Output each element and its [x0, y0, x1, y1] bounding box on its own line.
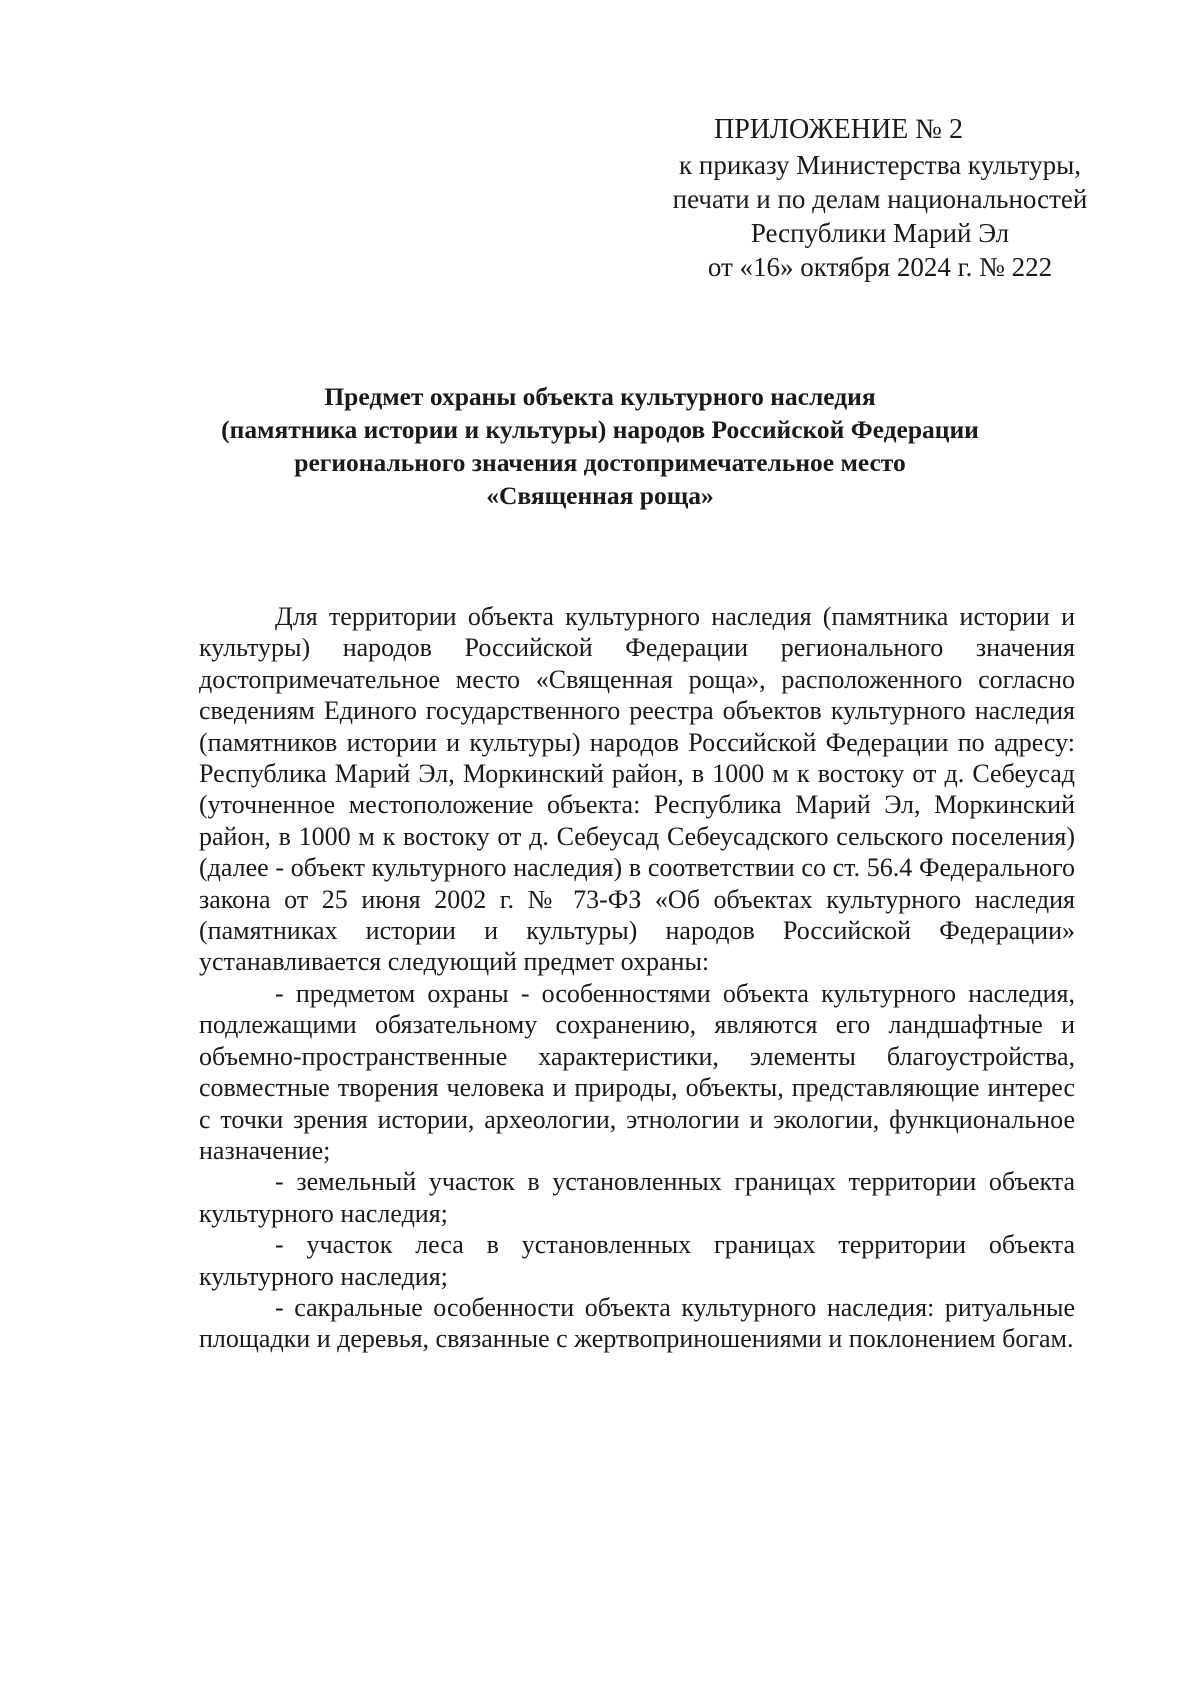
intro-paragraph: Для территории объекта культурного наследия (памятника истории и культуры) народов Российской Федерации регионального значения достопримечательное место «Священная роща», расположенного согласно сведениям Единого государственного реестра объектов культурного наследия (памятников истории и культуры) народов Российской Федерации по адресу: Республика Марий Эл, Моркинский район, в 1000 м к востоку от д. Себеусад (уточненное местоположение объекта: Республика Марий Эл, Моркинский район, в 1000 м к востоку от д. Себеусад Себеусадского сельского поселения) (далее - объект культурного наследия) в соответствии со ст. 56.4 Федерального закона от 25 июня 2002 г. № 73-ФЗ «Об объектах культурного наследия (памятниках истории и культуры) народов Российской Федерации» устанавливается следующий предмет охраны: [199, 602, 1075, 977]
protection-item: - сакральные особенности объекта культурного наследия: ритуальные площадки и деревья, связанные с жертвоприношениями и поклонением богам. [199, 1292, 1075, 1354]
appendix-line: Республики Марий Эл [750, 218, 1010, 248]
protection-item: - земельный участок в установленных границах территории объекта культурного наследия; [199, 1167, 1075, 1228]
appendix-header [640, 113, 1120, 284]
appendix-line: к приказу Министерства культуры, [679, 150, 1081, 180]
title-line: регионального значения достопримечательное место [294, 448, 906, 477]
appendix-title: ПРИЛОЖЕНИЕ № 2 [714, 114, 963, 145]
title-line: (памятника истории и культуры) народов Российской Федерации [221, 415, 979, 444]
document-body [199, 601, 1075, 1355]
title-line: Предмет охраны объекта культурного наследия [324, 382, 876, 411]
title-line: «Священная роща» [486, 481, 714, 510]
protection-item: - предметом охраны - особенностями объекта культурного наследия, подлежащими обязательному сохранению, являются его ландшафтные и объемно-пространственные характеристики, элементы благоустройства, совместные творения человека и природы, объекты, представляющие интерес с точки зрения истории, археологии, этнологии и экологии, функциональное назначение; [199, 978, 1075, 1165]
appendix-date-number: от «16» октября 2024 г. № 222 [707, 252, 1053, 282]
protection-item: - участок леса в установленных границах территории объекта культурного наследия; [199, 1230, 1075, 1291]
appendix-line: печати и по делам национальностей [672, 184, 1088, 214]
document-title [140, 380, 1060, 512]
